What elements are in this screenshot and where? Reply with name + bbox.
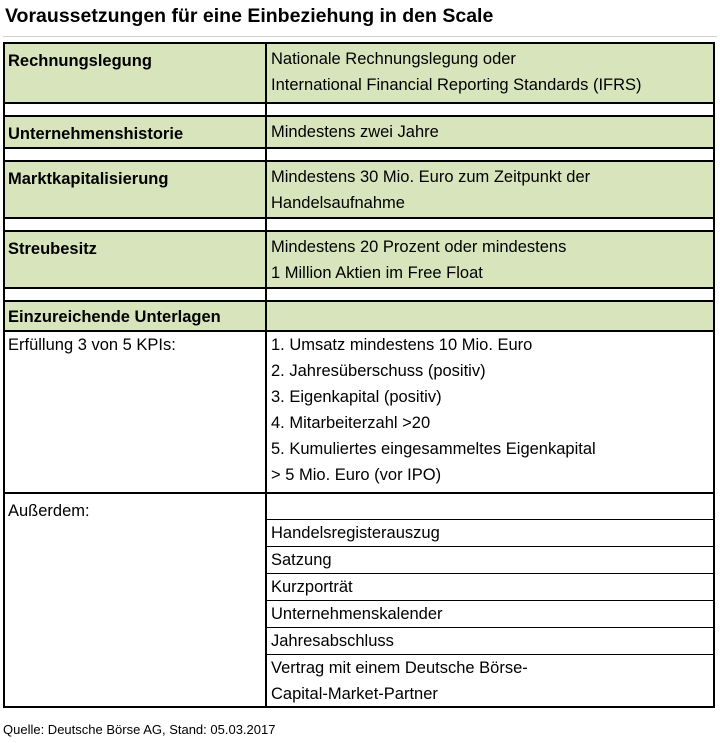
document-item: Kurzporträt <box>267 574 713 601</box>
spacer-row <box>5 149 713 162</box>
kpi-item: > 5 Mio. Euro (vor IPO) <box>271 466 442 484</box>
value-kpis <box>267 332 713 492</box>
label-marktkap: Marktkapitalisierung <box>5 162 267 217</box>
row-kpis <box>5 332 713 494</box>
value-streubesitz <box>267 232 713 287</box>
value-line: Mindestens zwei Jahre <box>271 123 439 141</box>
value-line: Nationale Rechnungslegung oder <box>271 50 516 68</box>
spacer-row <box>5 289 713 302</box>
value-line: Mindestens 30 Mio. Euro zum Zeitpunkt der <box>271 168 591 186</box>
document-item: Vertrag mit einem Deutsche Börse- <box>271 659 528 677</box>
value-line: 1 Million Aktien im Free Float <box>271 264 483 282</box>
page-title: Voraussetzungen für eine Einbeziehung in den Scale <box>3 2 717 37</box>
document-item: Capital-Market-Partner <box>271 685 438 703</box>
kpi-item: 1. Umsatz mindestens 10 Mio. Euro <box>271 336 533 354</box>
value-line: Mindestens 20 Prozent oder mindestens <box>271 238 567 256</box>
value-ausserdem <box>267 494 713 706</box>
label-unterlagen: Einzureichende Unterlagen <box>5 302 267 330</box>
row-rechnungslegung <box>5 44 713 104</box>
requirements-table <box>3 42 715 708</box>
row-streubesitz <box>5 232 713 289</box>
kpi-item: 3. Eigenkapital (positiv) <box>271 388 442 406</box>
kpi-item: 5. Kumuliertes eingesammeltes Eigenkapital <box>271 440 596 458</box>
spacer-row <box>5 104 713 117</box>
source-footer: Quelle: Deutsche Börse AG, Stand: 05.03.2017 <box>3 722 276 737</box>
row-marktkap <box>5 162 713 219</box>
value-line: Handelsaufnahme <box>271 194 405 212</box>
document-item: Handelsregisterauszug <box>267 520 713 547</box>
document-item: Satzung <box>267 547 713 574</box>
row-unterlagen <box>5 302 713 332</box>
value-marktkap <box>267 162 713 217</box>
label-rechnungslegung: Rechnungslegung <box>5 44 267 102</box>
kpi-item: 2. Jahresüberschuss (positiv) <box>271 362 486 380</box>
row-ausserdem <box>5 494 713 706</box>
kpi-item: 4. Mitarbeiterzahl >20 <box>271 414 431 432</box>
document-item: Jahresabschluss <box>267 628 713 655</box>
label-kpis: Erfüllung 3 von 5 KPIs: <box>5 332 267 492</box>
document-item: Unternehmenskalender <box>267 601 713 628</box>
spacer-row <box>5 219 713 232</box>
value-line: International Financial Reporting Standards (IFRS) <box>271 76 642 94</box>
label-historie: Unternehmenshistorie <box>5 117 267 147</box>
label-streubesitz: Streubesitz <box>5 232 267 287</box>
row-historie <box>5 117 713 149</box>
value-rechnungslegung <box>267 44 713 102</box>
value-historie <box>267 117 713 147</box>
label-ausserdem: Außerdem: <box>5 494 267 706</box>
